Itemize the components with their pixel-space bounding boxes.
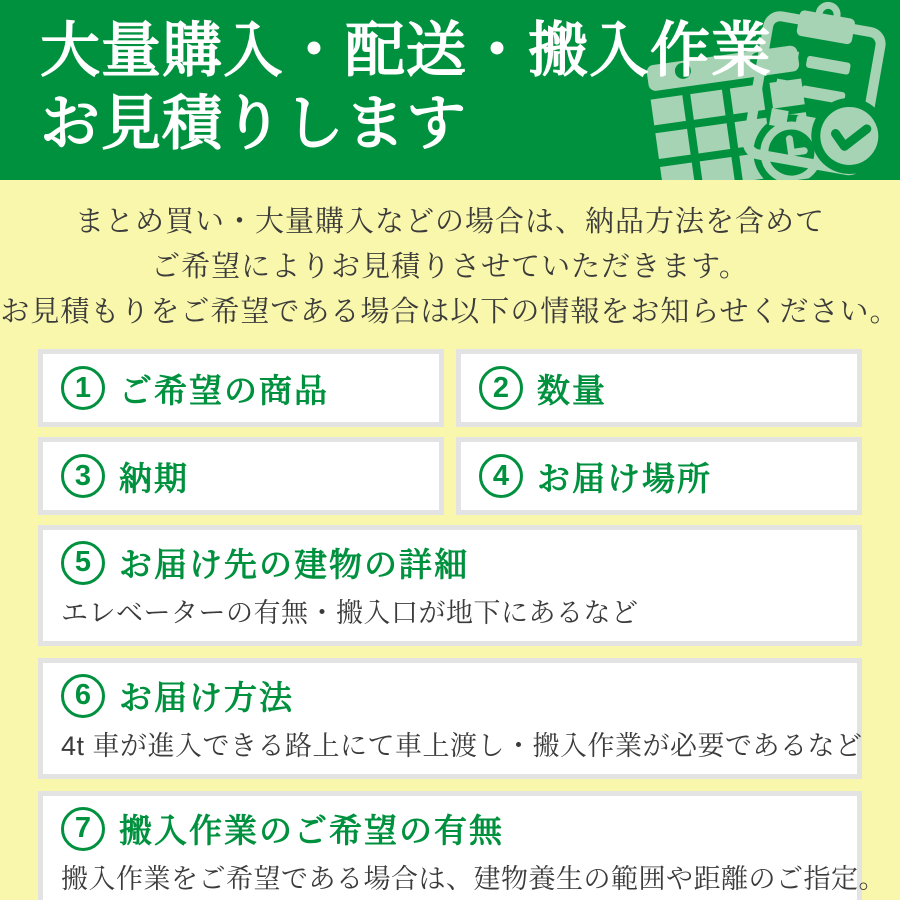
item-title-row [61,805,839,852]
intro-line-2: ご希望によりお見積りさせていただきます。 [151,251,749,283]
item-number-badge: 1 [61,366,105,410]
item-number-badge: 5 [61,541,105,585]
info-box-delivery-method [38,658,862,779]
info-box-row-1 [38,349,862,427]
item-title: 搬入作業のご希望の有無 [119,812,504,849]
item-title: 数量 [537,371,607,409]
info-box-carry-in-work [38,791,886,900]
page-title-line2: お見積りします [40,90,467,158]
item-number-badge: 7 [61,807,105,851]
item-title: お届け方法 [119,679,294,716]
item-subtext: エレベーターの有無・搬入口が地下にあるなど [61,598,639,628]
intro-line-1: まとめ買い・大量購入などの場合は、納品方法を含めて [74,206,825,238]
info-box-delivery-place [456,437,862,515]
page-title-line1: 大量購入・配送・搬入作業 [40,17,772,84]
item-title: ご希望の商品 [119,371,329,409]
item-number-badge: 3 [61,454,105,498]
item-number-badge: 2 [479,366,523,410]
intro-text [0,180,900,335]
page-title [0,0,900,160]
info-box-quantity [456,349,862,427]
info-box-desired-product [38,349,444,427]
item-title: お届け先の建物の詳細 [119,546,469,583]
info-box-row-2 [38,437,862,515]
item-title-row [61,539,839,586]
item-title: 納期 [119,459,189,497]
item-subtext: 搬入作業をご希望である場合は、建物養生の範囲や距離のご指定。 [61,864,886,894]
item-subtext: 4t 車が進入できる路上にて車上渡し・搬入作業が必要であるなど [61,731,863,761]
info-box-grid [38,349,886,900]
item-number-badge: 6 [61,674,105,718]
info-box-delivery-date [38,437,444,515]
item-title-row [61,672,839,719]
header-banner [0,0,900,180]
info-box-building-details [38,525,862,646]
intro-line-3: お見積もりをご希望である場合は以下の情報をお知らせください。 [0,296,900,328]
item-number-badge: 4 [479,454,523,498]
item-title: お届け場所 [537,459,712,497]
